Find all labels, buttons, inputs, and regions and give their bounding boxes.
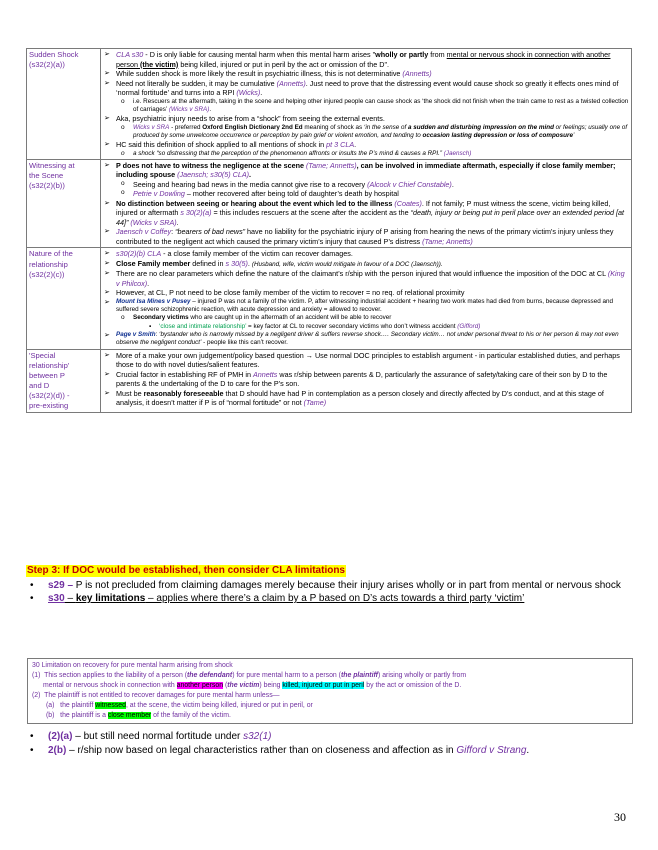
row-label-line: 'Special [29, 350, 56, 360]
row-label-special-relationship [27, 349, 101, 412]
table-row [27, 349, 632, 412]
list-item: • s30 – key limitations – applies where there’s a claim by a P based on D’s acts towards a third party ‘victim’ [26, 592, 636, 605]
row-label-line: relationship [29, 259, 68, 269]
bullet-line: ➢ Need not literally be sudden, it may be cumulative (Annetts). Just need to prove that the distressing event would cause shock so greatly it effects ones mind of ‘normal fortitude’ and turns into a RPI (Wicks). [103, 79, 629, 98]
bullet-line: ➢ Crucial factor in establishing RF of PMH in Annetts was r/ship between parents & D, particularly the assurance of safety/taking care of their son by D to the parents & the undertaking of the D to care for the P’s son. [103, 370, 629, 389]
row-label-witnessing [27, 159, 101, 248]
statute-box [27, 658, 633, 724]
bullet-line: ➢ Mount Isa Mines v Pusey – injured P was not a family of the victim. P, after witnessing industrial accident + hearing two work mates had died from burns, because depressed and suffered severe schizophrenic reaction, with acute depression and anxiety = allowed to recover. [103, 298, 629, 315]
row-label-line: between P [29, 370, 65, 380]
step3-bullets [26, 579, 636, 605]
statute-line: mental or nervous shock in connection with another person (the victim) being killed, injured or put in peril by the act or omission of the D. [43, 682, 462, 689]
bullet-line: ➢ P does not have to witness the negligence at the scene (Tame; Annetts), can be involved in immediate aftermath, especially if close family member; including spouse (Jaensch; s30(5) CLA). [103, 161, 629, 180]
sub-bullet-line: o i.e. Rescuers at the aftermath, taking in the scene and helping other injured people can cause shock as ‘the shock did not finish when the train came to rest as a twisted collection of carriages’ (Wicks v SRA). [103, 98, 629, 115]
sub-sub-bullet-line: ▪ ‘close and intimate relationship’ = key factor at CL to recover secondary victims who don’t witness accident (Gifford) [103, 323, 629, 331]
bullet-line: ➢ No distinction between seeing or hearing about the event which led to the illness (Coates). If not family; P must witness the scene, victim being killed, injured or aftermath s 30(2)(a) = this includes rescuers at the scene after the accident as the “death, injury or being put in peril place over an extended period [at 44]” (Wicks v SRA). [103, 199, 629, 228]
row-label-line: Witnessing at [29, 160, 75, 170]
statute-line: (b) the plaintiff is a close member of the family of the victim. [46, 712, 231, 719]
row-label-relationship [27, 248, 101, 349]
page-number: 30 [614, 810, 626, 824]
step3-heading: Step 3: If DOC would be established, then consider CLA limitations [27, 565, 345, 576]
list-item: • (2)(a) – but still need normal fortitude under s32(1) [26, 730, 636, 744]
row-label-line: pre-existing [29, 400, 69, 410]
row-label-line: (s32(2)(d)) - [29, 390, 70, 400]
row-label-line: Sudden Shock [29, 50, 79, 59]
table-row [27, 49, 632, 160]
notes-table [26, 48, 632, 413]
statute-title: 30 Limitation on recovery for pure mental harm arising from shock [32, 662, 233, 669]
notes-page [26, 48, 634, 413]
row-label-line: relationship' [29, 360, 70, 370]
sub-bullet-line: o Secondary victims who are caught up in the aftermath of an accident will be able to recover [103, 314, 629, 322]
bullet-line: ➢ There are no clear parameters which define the nature of the claimant’s r/ship with the person injured that would influence the imposition of the DOC at CL (King v Philcox). [103, 269, 629, 288]
row-label-line: (s32(2)(b)) [29, 181, 65, 191]
bullet-line: ➢ More of a make your own judgement/policy based question → Use normal DOC principles to establish argument - in particular established duties, and perhaps those to do with novel duties/salient features. [103, 351, 629, 370]
bullet-line: ➢ s30(2)(b) CLA - a close family member of the victim can recover damages. [103, 249, 629, 259]
row-body [101, 159, 632, 248]
table-row [27, 159, 632, 248]
bullet-line: ➢ Jaensch v Coffey: “bearers of bad news” have no liability for the psychiatric injury of P arising from hearing the news of the primary victim’s injury unless they contributed to the negligent act which caused the primary victim’s injury that caused P’s distress (Tame; Annetts) [103, 227, 629, 246]
statute-line: (2) The plaintiff is not entitled to recover damages for pure mental harm unless— [32, 692, 280, 699]
bullet-line: ➢ Close Family member defined in s 30(5). (Husband, wife, victim would mitigate in favour of a DOC (Jaensch)). [103, 259, 629, 269]
row-label-line: (s32(2)(c)) [29, 269, 65, 279]
row-label-line: Nature of the [29, 249, 73, 259]
row-label-line: and D [29, 380, 50, 390]
bullet-line: ➢ Page v Smith: ‘bystander who is narrowly missed by a negligent driver & suffers reverse shock…. Secondary victim… not under personal threat to his or her person & may not even observe the negligent conduct’ - people like this can’t recover. [103, 331, 629, 348]
bullet-line: ➢ However, at CL, P not need to be close family member of the victim to recover = no req. of relational proximity [103, 288, 629, 298]
sub-bullet-line: o Seeing and hearing bad news in the media cannot give rise to a recovery (Alcock v Chief Constable). [103, 180, 629, 190]
row-body [101, 349, 632, 412]
row-body [101, 248, 632, 349]
bullet-line: ➢ CLA s30 - D is only liable for causing mental harm when this mental harm arises "wholly or partly from mental or nervous shock in connection with another person (the victim) being killed, injured or put in peril by the act or omission of the D". [103, 50, 629, 69]
row-label-line: the Scene [29, 171, 64, 180]
sub-bullet-line: o a shock “so distressing that the perception of the phenomenon affronts or insults the P’s mind & causes a RPI.” (Jaensch) [103, 150, 629, 158]
bullet-line: ➢ Aka, psychiatric injury needs to arise from a “shock” from seeing the external events. [103, 114, 629, 124]
after-bullets [26, 730, 636, 758]
sub-bullet-line: o Wicks v SRA - preferred Oxford English Dictionary 2nd Ed meaning of shock as ‘in the sense of a sudden and disturbing impression on the mind or feelings; usually one of produced by some unwelcome occurrence or perception by pain grief or violent emotion, and tending to occasion lasting depression or loss of composure’ [103, 124, 629, 141]
table-row [27, 248, 632, 349]
list-item: • s29 – P is not precluded from claiming damages merely because their injury arises wholly or in part from mental or nervous shock [26, 579, 636, 592]
statute-line: (a) the plaintiff witnessed, at the scene, the victim being killed, injured or put in peril, or [46, 702, 313, 709]
list-item: • 2(b) – r/ship now based on legal characteristics rather than on closeness and affection as in Gifford v Strang. [26, 744, 636, 758]
row-body [101, 49, 632, 160]
sub-bullet-line: o Petrie v Dowling – mother recovered after being told of daughter’s death by hospital [103, 189, 629, 199]
bullet-line: ➢ HC said this definition of shock applied to all mentions of shock in pt 3 CLA. [103, 140, 629, 150]
row-label-sudden-shock [27, 49, 101, 160]
bullet-line: ➢ Must be reasonably foreseeable that D should have had P in contemplation as a person closely and directly affected by D’s conduct, and at this stage of analysis, it doesn’t matter if P is of “normal fortitude” or not (Tame) [103, 389, 629, 408]
case-ref: CLA s30 [116, 50, 144, 59]
bullet-line: ➢ While sudden shock is more likely the result in psychiatric illness, this is not determinative (Annetts) [103, 69, 629, 79]
row-label-line: (s32(2)(a)) [29, 60, 65, 70]
statute-line: (1) This section applies to the liability of a person (the defendant) for pure mental harm to a person (the plaintiff) arising wholly or partly from [32, 672, 467, 679]
